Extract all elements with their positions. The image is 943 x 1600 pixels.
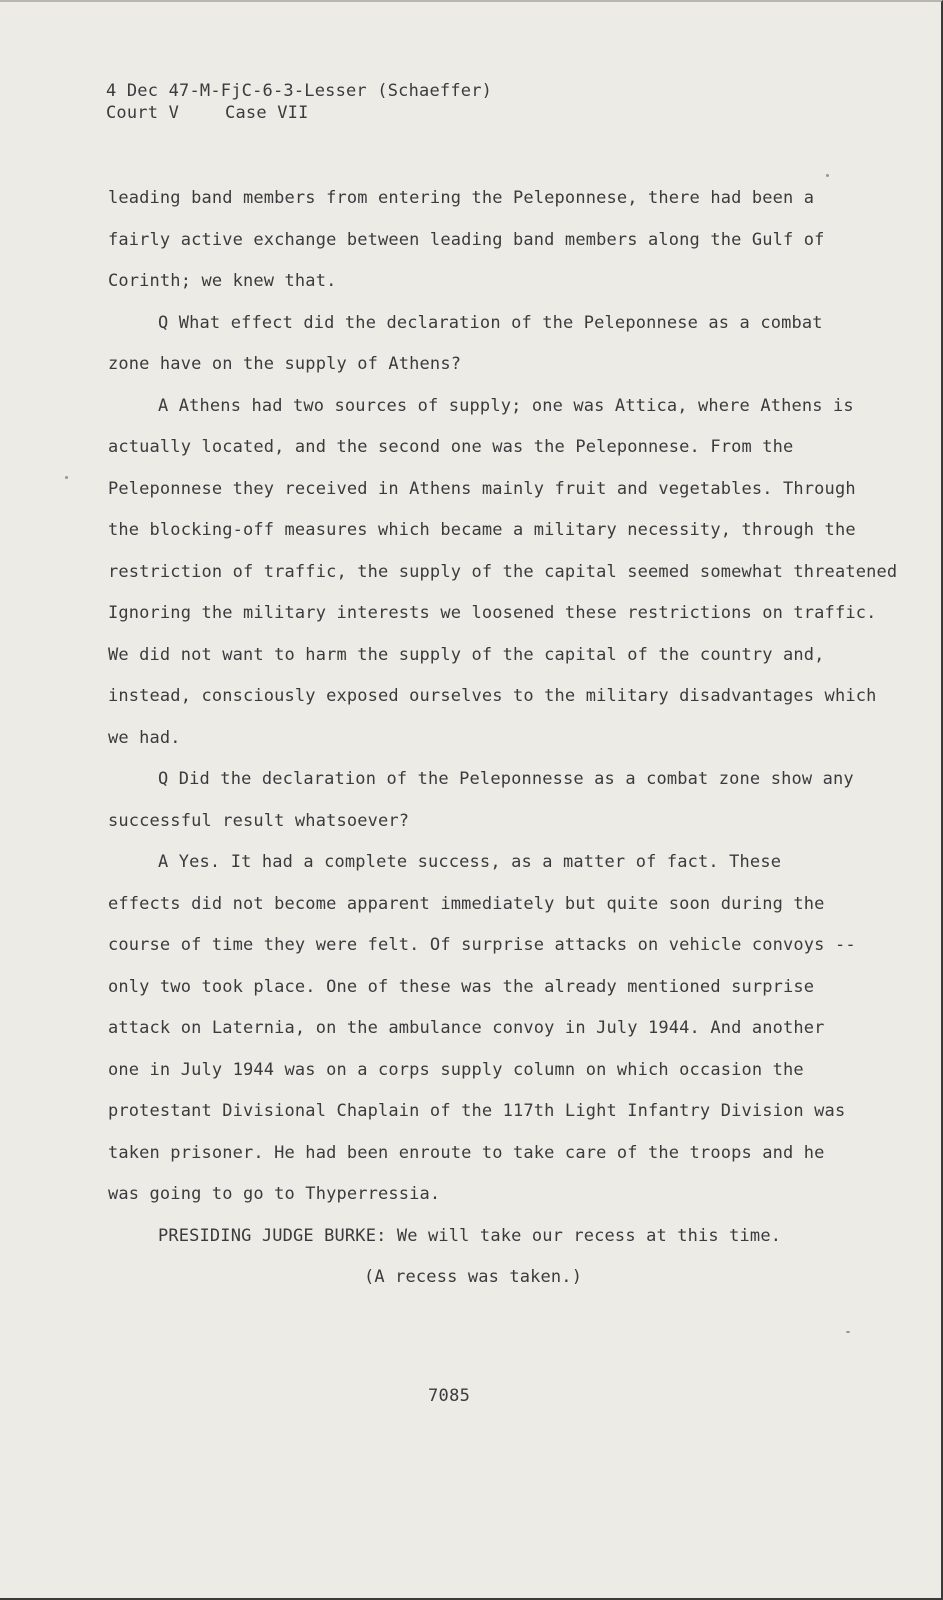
transcript-line: we had. [108, 727, 181, 748]
transcript-line: successful result whatsoever? [108, 810, 410, 831]
answer-line: A Athens had two sources of supply; one was Attica, where Athens is [158, 395, 854, 416]
transcript-line: attack on Laternia, on the ambulance convoy in July 1944. And another [108, 1018, 825, 1038]
transcript-line: protestant Divisional Chaplain of the 117th Light Infantry Division was [108, 1101, 846, 1121]
transcript-line: course of time they were felt. Of surprise attacks on vehicle convoys -- [108, 935, 856, 955]
transcript-body [108, 178, 898, 1299]
header-reference: 4 Dec 47-M-FjC-6-3-Lesser (Schaeffer) [106, 81, 493, 101]
transcript-line: Ignoring the military interests we loosened these restrictions on traffic. [108, 603, 877, 623]
transcript-line: fairly active exchange between leading band members along the Gulf of [108, 229, 825, 250]
transcript-line: only two took place. One of these was the already mentioned surprise [108, 976, 815, 997]
paper-speck [846, 1331, 850, 1333]
transcript-line: zone have on the supply of Athens? [108, 354, 462, 374]
presiding-judge-line: PRESIDING JUDGE BURKE: We will take our recess at this time. [158, 1225, 782, 1246]
transcript-line: the blocking-off measures which became a military necessity, through the [108, 520, 856, 540]
transcript-line: restriction of traffic, the supply of the capital seemed somewhat threatened [108, 561, 898, 582]
transcript-line: actually located, and the second one was the Peleponnese. From the [108, 437, 794, 457]
question-line: Q Did the declaration of the Peleponnesse as a combat zone show any [158, 769, 854, 789]
transcript-line: Peleponnese they received in Athens mainly fruit and vegetables. Through [108, 478, 856, 499]
page-number: 7085 [428, 1386, 471, 1406]
recess-note: (A recess was taken.) [364, 1267, 583, 1287]
transcript-line: leading band members from entering the Peleponnese, there had been a [108, 188, 815, 208]
transcript-line: was going to go to Thyperressia. [108, 1184, 441, 1204]
paper-speck [826, 174, 829, 177]
answer-line: A Yes. It had a complete success, as a matter of fact. These [158, 852, 782, 872]
transcript-line: one in July 1944 was on a corps supply column on which occasion the [108, 1059, 804, 1080]
question-line: Q What effect did the declaration of the Peleponnese as a combat [158, 312, 823, 333]
transcript-line: taken prisoner. He had been enroute to take care of the troops and he [108, 1142, 825, 1163]
transcript-line: instead, consciously exposed ourselves to the military disadvantages which [108, 686, 877, 706]
transcript-line: Corinth; we knew that. [108, 271, 337, 291]
header-case: Case VII [225, 103, 309, 123]
header-court: Court V [106, 103, 180, 123]
transcript-line: We did not want to harm the supply of the capital of the country and, [108, 644, 825, 665]
transcript-line: effects did not become apparent immediately but quite soon during the [108, 893, 825, 914]
paper-speck [65, 476, 68, 479]
header-court-case-line [106, 102, 492, 124]
transcript-header [106, 80, 492, 124]
